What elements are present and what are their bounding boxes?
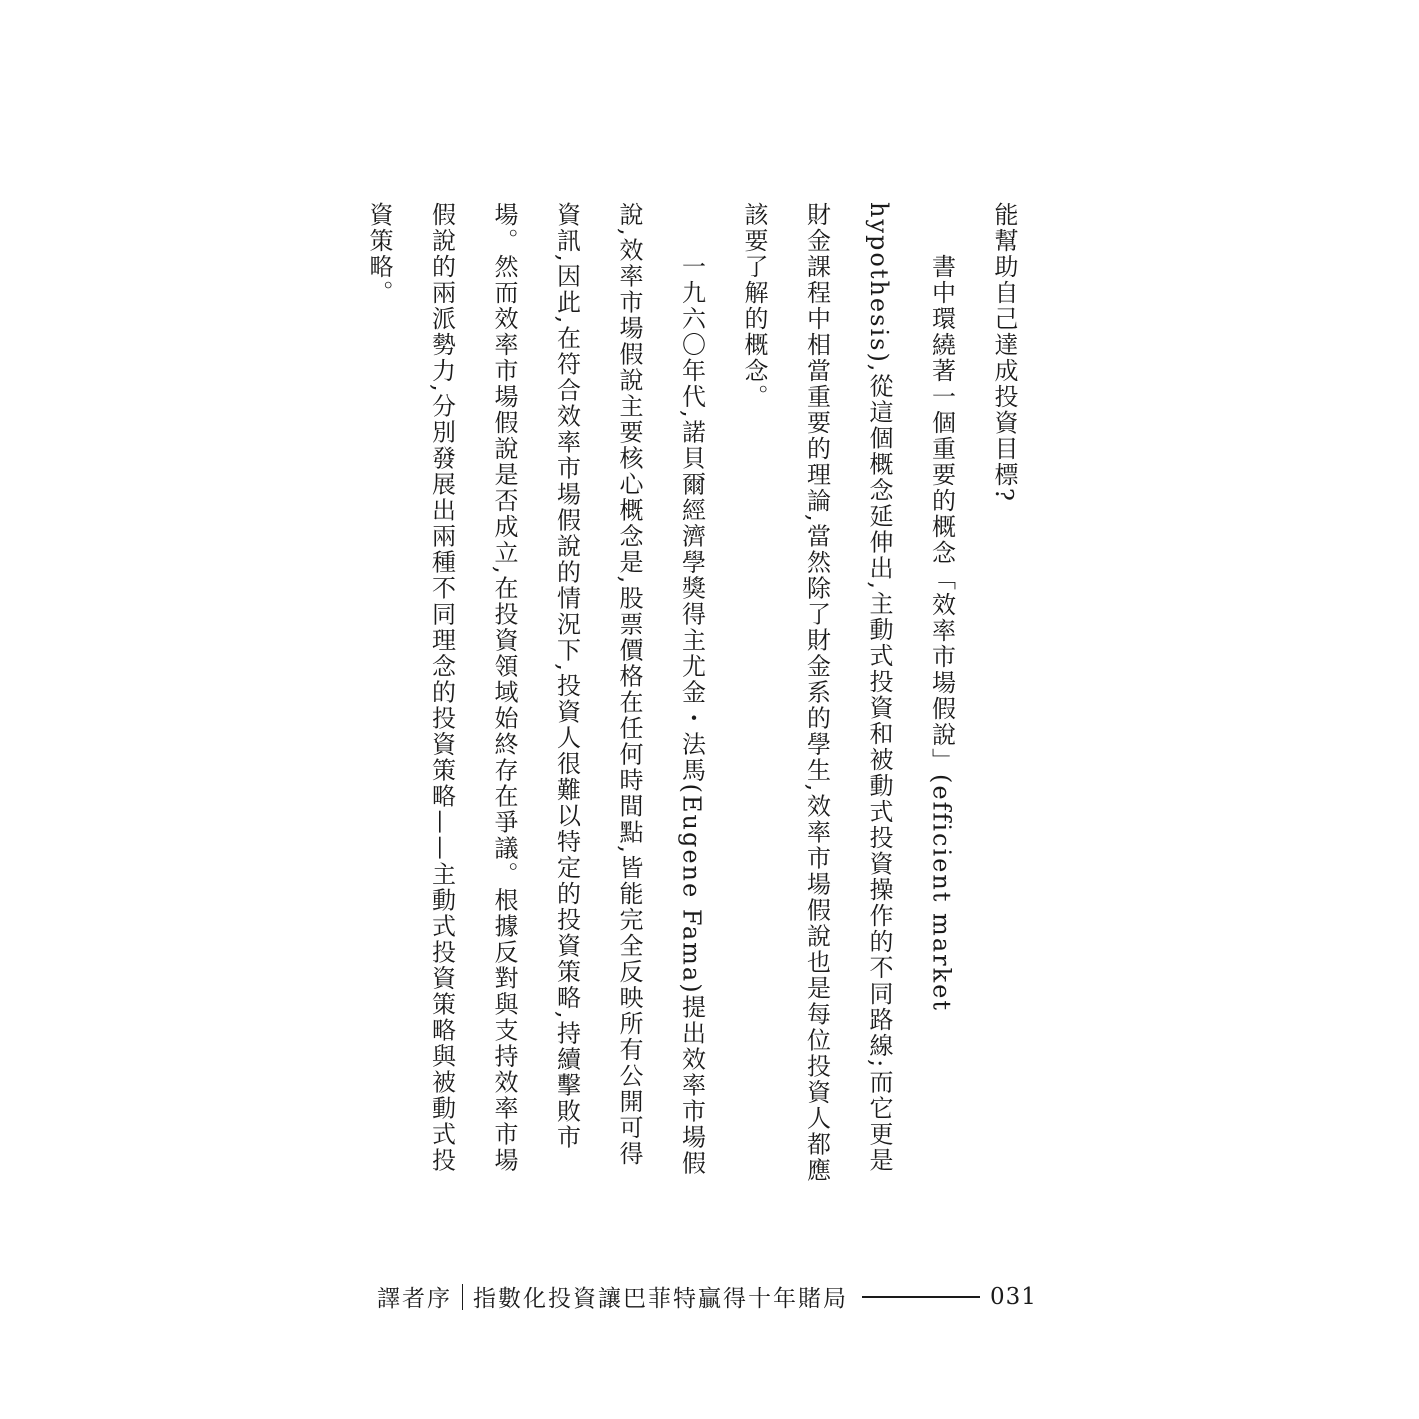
paragraph-efficient-market-intro: 書中環繞著一個重要的概念「效率市場假說」(efficient market hypothesis),從這個概念延伸出,主動式投資和被動式投資操作的不同路線;而它更是財金課程中相當重要的理論,當然除了財金系的學生,效率市場假說也是每位投資人都應該要了解的概念。 [740, 202, 956, 1184]
paragraph-continuation: 能幫助自己達成投資目標? [990, 202, 1018, 503]
paragraph-fama-hypothesis: 一九六〇年代,諾貝爾經濟學獎得主尤金・法馬(Eugene Fama)提出效率市場假說,效率市場假說主要核心概念是,股票價格在任何時間點,皆能完全反映所有公開可得資訊,因此,在符合效率市場假說的情況下,投資人很難以特定的投資策略,持續擊敗市場。然而效率市場假說是否成立,在投資領域始終存在爭議。根據反對與支持效率市場假說的兩派勢力,分別發展出兩種不同理念的投資策略——主動式投資策略與被動式投資策略。 [365, 202, 706, 1177]
body-text [348, 202, 1036, 1190]
footer-divider [462, 1284, 463, 1310]
footer-rule [862, 1296, 980, 1298]
page-number: 031 [990, 1283, 1037, 1310]
chapter-label: 譯者序 [377, 1286, 452, 1312]
chapter-title: 指數化投資讓巴菲特贏得十年賭局 [473, 1286, 848, 1312]
page-footer [377, 1280, 1037, 1313]
